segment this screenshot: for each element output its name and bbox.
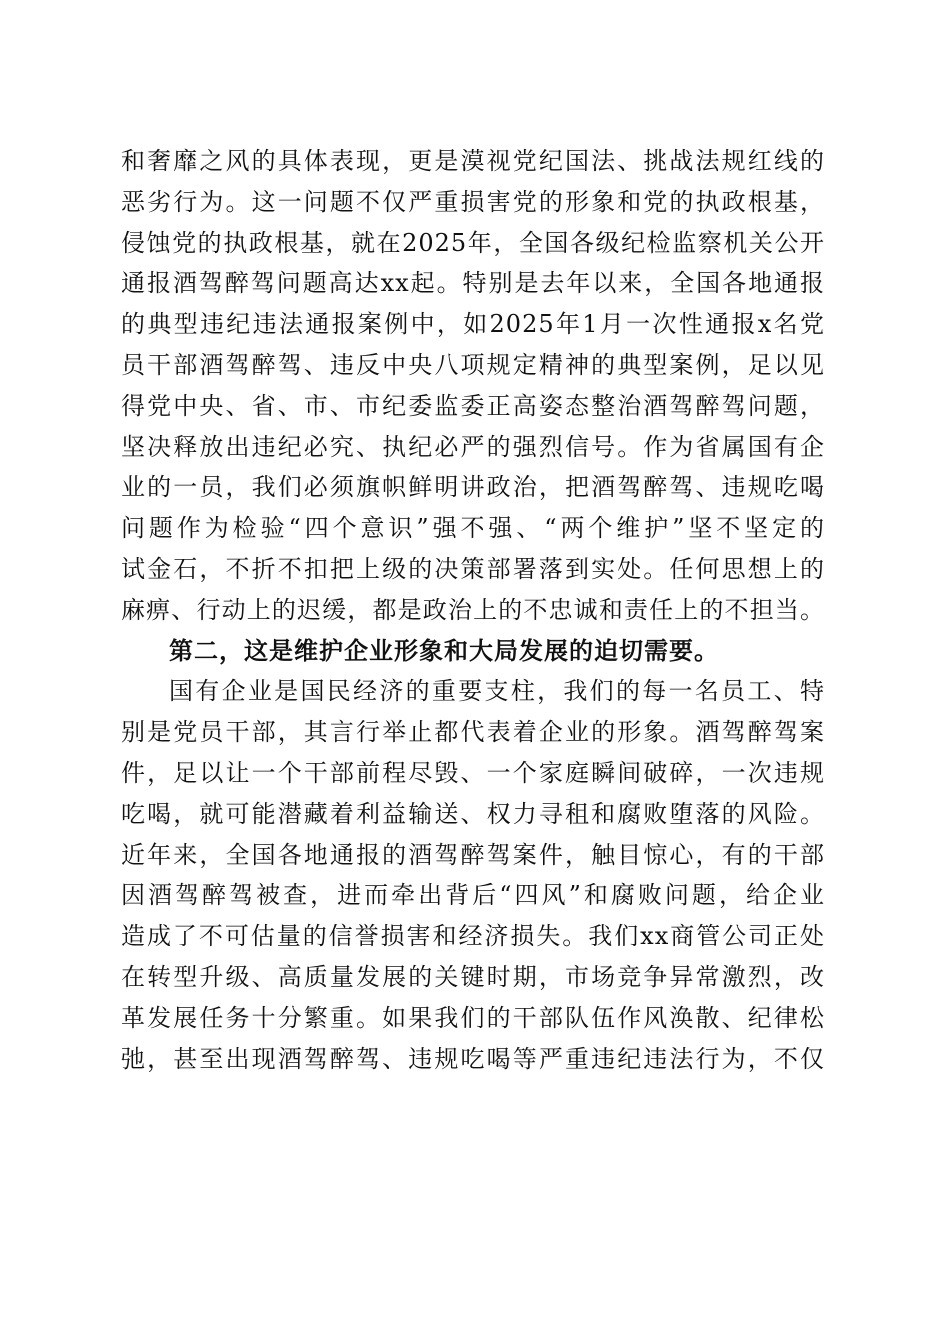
text-line: 的典型违纪违法通报案例中，如2025年1月一次性通报x名党 xyxy=(121,310,825,339)
text-line: 得党中央、省、市、市纪委监委正高姿态整治酒驾醉驾问题， xyxy=(121,391,825,420)
text-line: 通报酒驾醉驾问题高达xx起。特别是去年以来，全国各地通报 xyxy=(121,269,825,298)
paragraph-2 xyxy=(121,671,825,1079)
text-line: 造成了不可估量的信誉损害和经济损失。我们xx商管公司正处 xyxy=(121,922,825,951)
text-line: 近年来，全国各地通报的酒驾醉驾案件，触目惊心，有的干部 xyxy=(121,840,825,869)
text-line: 国有企业是国民经济的重要支柱，我们的每一名员工、特 xyxy=(169,677,825,706)
text-line: 在转型升级、高质量发展的关键时期，市场竞争异常激烈，改 xyxy=(121,962,825,991)
section-heading: 第二，这是维护企业形象和大局发展的迫切需要。 xyxy=(169,635,719,665)
text-line: 弛，甚至出现酒驾醉驾、违规吃喝等严重违纪违法行为，不仅 xyxy=(121,1044,825,1073)
text-line: 别是党员干部，其言行举止都代表着企业的形象。酒驾醉驾案 xyxy=(121,718,825,747)
text-line: 问题作为检验“四个意识”强不强、“两个维护”坚不坚定的 xyxy=(121,514,825,543)
text-line: 侵蚀党的执政根基，就在2025年，全国各级纪检监察机关公开 xyxy=(121,228,825,257)
text-line: 革发展任务十分繁重。如果我们的干部队伍作风涣散、纪律松 xyxy=(121,1003,825,1032)
text-line: 坚决释放出违纪必究、执纪必严的强烈信号。作为省属国有企 xyxy=(121,432,825,461)
text-line: 员干部酒驾醉驾、违反中央八项规定精神的典型案例，足以见 xyxy=(121,350,825,379)
text-line: 业的一员，我们必须旗帜鲜明讲政治，把酒驾醉驾、违规吃喝 xyxy=(121,473,825,502)
text-line: 恶劣行为。这一问题不仅严重损害党的形象和党的执政根基， xyxy=(121,187,825,216)
text-line: 吃喝，就可能潜藏着利益输送、权力寻租和腐败堕落的风险。 xyxy=(121,799,825,828)
text-line: 件，足以让一个干部前程尽毁、一个家庭瞬间破碎，一次违规 xyxy=(121,758,825,787)
document-body xyxy=(121,141,825,1079)
text-line: 因酒驾醉驾被查，进而牵出背后“四风”和腐败问题，给企业 xyxy=(121,881,825,910)
paragraph-1 xyxy=(121,141,825,631)
text-line: 和奢靡之风的具体表现，更是漠视党纪国法、挑战法规红线的 xyxy=(121,147,825,175)
text-line: 麻痹、行动上的迟缓，都是政治上的不忠诚和责任上的不担当。 xyxy=(121,595,825,624)
text-line: 试金石，不折不扣把上级的决策部署落到实处。任何思想上的 xyxy=(121,554,825,583)
